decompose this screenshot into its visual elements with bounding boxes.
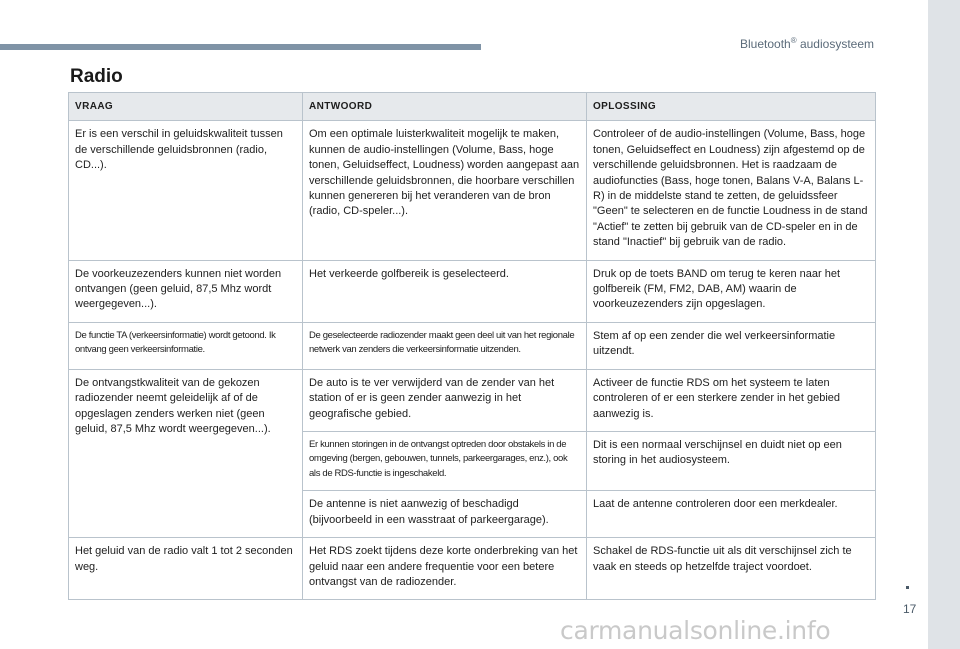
section-title: Bluetooth® audiosysteem <box>740 36 874 51</box>
column-header-answer: ANTWOORD <box>303 93 587 121</box>
page-marker-dot <box>906 586 909 589</box>
column-header-question: VRAAG <box>69 93 303 121</box>
solution-cell: Controleer of de audio-instellingen (Volume, Bass, hoge tonen, Geluidseffect en Loudness) zijn afgestemd op de verschillende geluidsbronnen. Het is raadzaam de audiofuncties (Bass, hoge tonen, Balans V-A, Balans L-R) in de middelste stand te zetten, de geluidssfeer "Geen" te selecteren en de functie Loudness in de stand "Actief" te zetten bij gebruik van de CD-speler en in de stand "Inactief" bij gebruik van de radio. <box>587 121 876 260</box>
answer-cell: Om een optimale luisterkwaliteit mogelijk te maken, kunnen de audio-instellingen (Volume, Bass, hoge tonen, Geluidseffect, Loudness) worden aangepast aan verschillende geluidsbronnen, die hoorbare verschillen kunnen genereren bij het veranderen van de bron (radio, CD-speler...). <box>303 121 587 260</box>
question-cell: De voorkeuzezenders kunnen niet worden ontvangen (geen geluid, 87,5 Mhz wordt weergegeven...). <box>69 260 303 322</box>
watermark: carmanualsonline.info <box>560 616 831 645</box>
header-rule <box>0 44 481 50</box>
table-row <box>69 369 876 431</box>
table-row <box>69 538 876 600</box>
question-cell: Er is een verschil in geluidskwaliteit tussen de verschillende geluidsbronnen (radio, CD...). <box>69 121 303 260</box>
answer-cell: De antenne is niet aanwezig of beschadigd (bijvoorbeeld in een wasstraat of parkeergarage). <box>303 491 587 538</box>
table-header-row <box>69 93 876 121</box>
troubleshooting-table <box>68 92 876 600</box>
solution-cell: Schakel de RDS-functie uit als dit verschijnsel zich te vaak en steeds op hetzelfde traject voordoet. <box>587 538 876 600</box>
page-number: 17 <box>903 602 917 616</box>
answer-cell: Er kunnen storingen in de ontvangst optreden door obstakels in de omgeving (bergen, gebouwen, tunnels, parkeergarages, enz.), ook als de RDS-functie is ingeschakeld. <box>303 431 587 491</box>
solution-cell: Activeer de functie RDS om het systeem te laten controleren of er een sterkere zender in het gebied aanwezig is. <box>587 369 876 431</box>
table-row <box>69 322 876 369</box>
answer-cell: Het RDS zoekt tijdens deze korte onderbreking van het geluid naar een andere frequentie voor een betere ontvangst van de radiozender. <box>303 538 587 600</box>
answer-cell: Het verkeerde golfbereik is geselecteerd. <box>303 260 587 322</box>
table-row <box>69 121 876 260</box>
answer-cell: De auto is te ver verwijderd van de zender van het station of er is geen zender aanwezig in het geografische gebied. <box>303 369 587 431</box>
answer-cell: De geselecteerde radiozender maakt geen deel uit van het regionale netwerk van zenders die verkeersinformatie uitzenden. <box>303 322 587 369</box>
table-row <box>69 260 876 322</box>
solution-cell: Dit is een normaal verschijnsel en duidt niet op een storing in het audiosysteem. <box>587 431 876 491</box>
solution-cell: Laat de antenne controleren door een merkdealer. <box>587 491 876 538</box>
question-cell: De functie TA (verkeersinformatie) wordt getoond. Ik ontvang geen verkeersinformatie. <box>69 322 303 369</box>
solution-cell: Druk op de toets BAND om terug te keren naar het golfbereik (FM, FM2, DAB, AM) waarin de voorkeuzezenders zijn opgeslagen. <box>587 260 876 322</box>
side-strip <box>928 0 960 649</box>
page-title: Radio <box>70 66 123 87</box>
question-cell: De ontvangstkwaliteit van de gekozen radiozender neemt geleidelijk af of de opgeslagen zenders werken niet (geen geluid, 87,5 Mhz wordt weergegeven...). <box>69 369 303 538</box>
question-cell: Het geluid van de radio valt 1 tot 2 seconden weg. <box>69 538 303 600</box>
solution-cell: Stem af op een zender die wel verkeersinformatie uitzendt. <box>587 322 876 369</box>
column-header-solution: OPLOSSING <box>587 93 876 121</box>
